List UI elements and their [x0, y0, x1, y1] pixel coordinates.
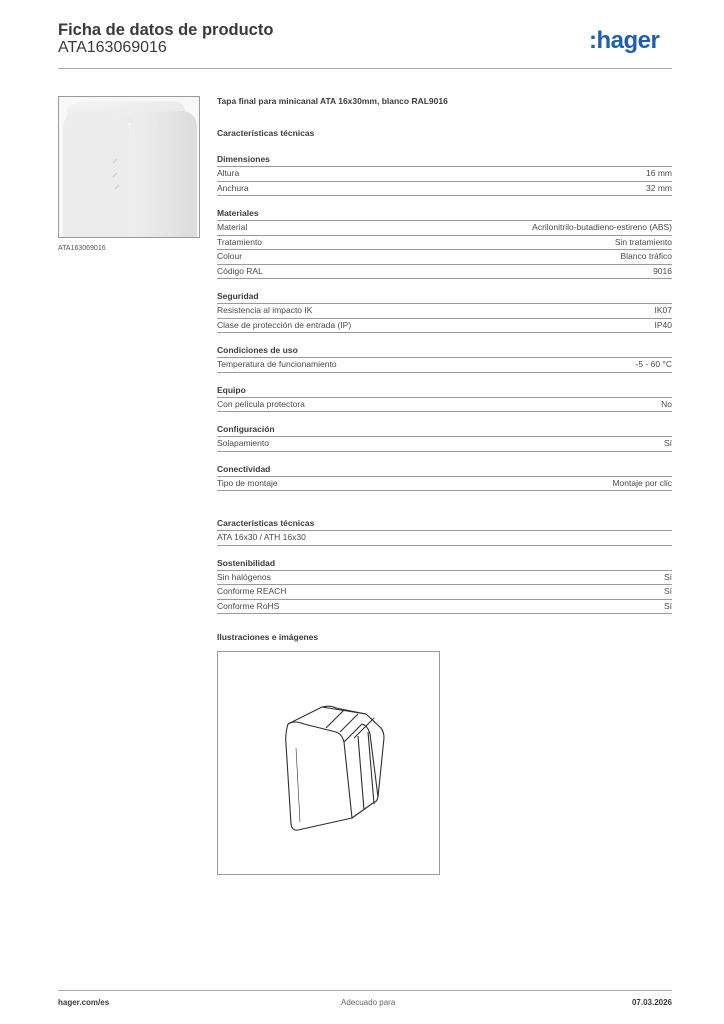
hager-logo	[589, 27, 673, 55]
spec-row	[217, 182, 672, 197]
spec-value: Blanco tráfico	[620, 251, 672, 261]
group-heading: Configuración	[217, 423, 672, 437]
spec-label: Material	[217, 222, 248, 232]
spec-label: Tipo de montaje	[217, 477, 278, 488]
group-caracteristicas-tecnicas	[217, 517, 672, 546]
group-heading: Conectividad	[217, 463, 672, 477]
spec-value: Sí	[663, 438, 672, 448]
spec-row	[217, 221, 672, 236]
line-drawing	[217, 651, 440, 875]
spec-label: ATA 16x30 / ATH 16x30	[217, 532, 306, 542]
group-heading: Sostenibilidad	[217, 557, 672, 571]
product-photo-caption: ATA163069016	[58, 245, 106, 252]
spec-value: Sí	[663, 571, 672, 582]
spec-value: 9016	[653, 265, 672, 276]
product-reference: ATA163069016	[58, 39, 167, 56]
spec-value: Sí	[663, 586, 672, 596]
spec-value: IK07	[654, 305, 672, 315]
group-heading: Condiciones de uso	[217, 344, 672, 358]
product-title: Tapa final para minicanal ATA 16x30mm, blanco RAL9016	[217, 96, 448, 106]
group-heading: Materiales	[217, 207, 672, 221]
footer-note: Adecuado para	[341, 998, 396, 1007]
spec-value: Acrilonitrilo-butadieno-estireno (ABS)	[532, 222, 672, 232]
spec-value: No	[661, 398, 672, 409]
spec-label: Altura	[217, 168, 240, 178]
group-heading: Dimensiones	[217, 153, 672, 167]
spec-label: Conforme REACH	[217, 586, 287, 596]
hager-logo-text: :hager	[589, 27, 660, 54]
spec-label: Tratamiento	[217, 236, 263, 247]
spec-row	[217, 398, 672, 413]
spec-value: Sí	[663, 600, 672, 611]
spec-label: Anchura	[217, 182, 249, 193]
spec-row	[217, 531, 672, 546]
group-condiciones-de-uso	[217, 344, 672, 373]
footer-divider	[58, 990, 672, 991]
spec-row	[217, 319, 672, 334]
spec-row	[217, 236, 672, 251]
spec-value: -5 - 60 °C	[635, 359, 672, 369]
group-dimensiones	[217, 153, 672, 196]
group-seguridad	[217, 290, 672, 333]
group-configuracion	[217, 423, 672, 452]
spec-row	[217, 571, 672, 586]
spec-row	[217, 167, 672, 182]
spec-value: Sin tratamiento	[614, 236, 672, 247]
spec-label: Solapamiento	[217, 438, 269, 448]
spec-value: 32 mm	[646, 182, 672, 193]
product-photo	[58, 96, 200, 238]
spec-row	[217, 304, 672, 319]
group-heading: Seguridad	[217, 290, 672, 304]
spec-row	[217, 437, 672, 452]
spec-label: Código RAL	[217, 265, 263, 276]
spec-label: Con película protectora	[217, 398, 305, 409]
spec-label: Sin halógenos	[217, 571, 271, 582]
spec-value: IP40	[654, 319, 672, 330]
spec-row	[217, 600, 672, 615]
spec-label: Clase de protección de entrada (IP)	[217, 319, 352, 330]
tech-characteristics-heading: Características técnicas	[217, 128, 315, 138]
group-conectividad	[217, 463, 672, 492]
spec-value: 16 mm	[646, 168, 672, 178]
group-heading: Características técnicas	[217, 517, 672, 531]
footer-date: 07.03.2026	[631, 998, 672, 1007]
spec-row	[217, 585, 672, 600]
spec-label: Colour	[217, 251, 243, 261]
group-heading: Equipo	[217, 384, 672, 398]
header-divider	[58, 68, 672, 69]
footer-site-link[interactable]: hager.com/es	[58, 998, 110, 1007]
spec-label: Conforme RoHS	[217, 600, 280, 611]
group-sostenibilidad	[217, 557, 672, 615]
spec-row	[217, 250, 672, 265]
spec-label: Temperatura de funcionamiento	[217, 359, 337, 369]
product-photo-render	[59, 97, 199, 237]
spec-row	[217, 265, 672, 280]
group-materiales	[217, 207, 672, 279]
spec-row	[217, 477, 672, 492]
illustrations-heading: Ilustraciones e imágenes	[217, 632, 319, 642]
end-cap-drawing	[218, 652, 439, 874]
spec-label: Resistencia al impacto IK	[217, 305, 313, 315]
spec-value: Montaje por clic	[612, 477, 672, 488]
spec-row	[217, 358, 672, 373]
group-equipo	[217, 384, 672, 413]
page-title: Ficha de datos de producto	[58, 21, 274, 39]
product-details	[217, 96, 672, 614]
